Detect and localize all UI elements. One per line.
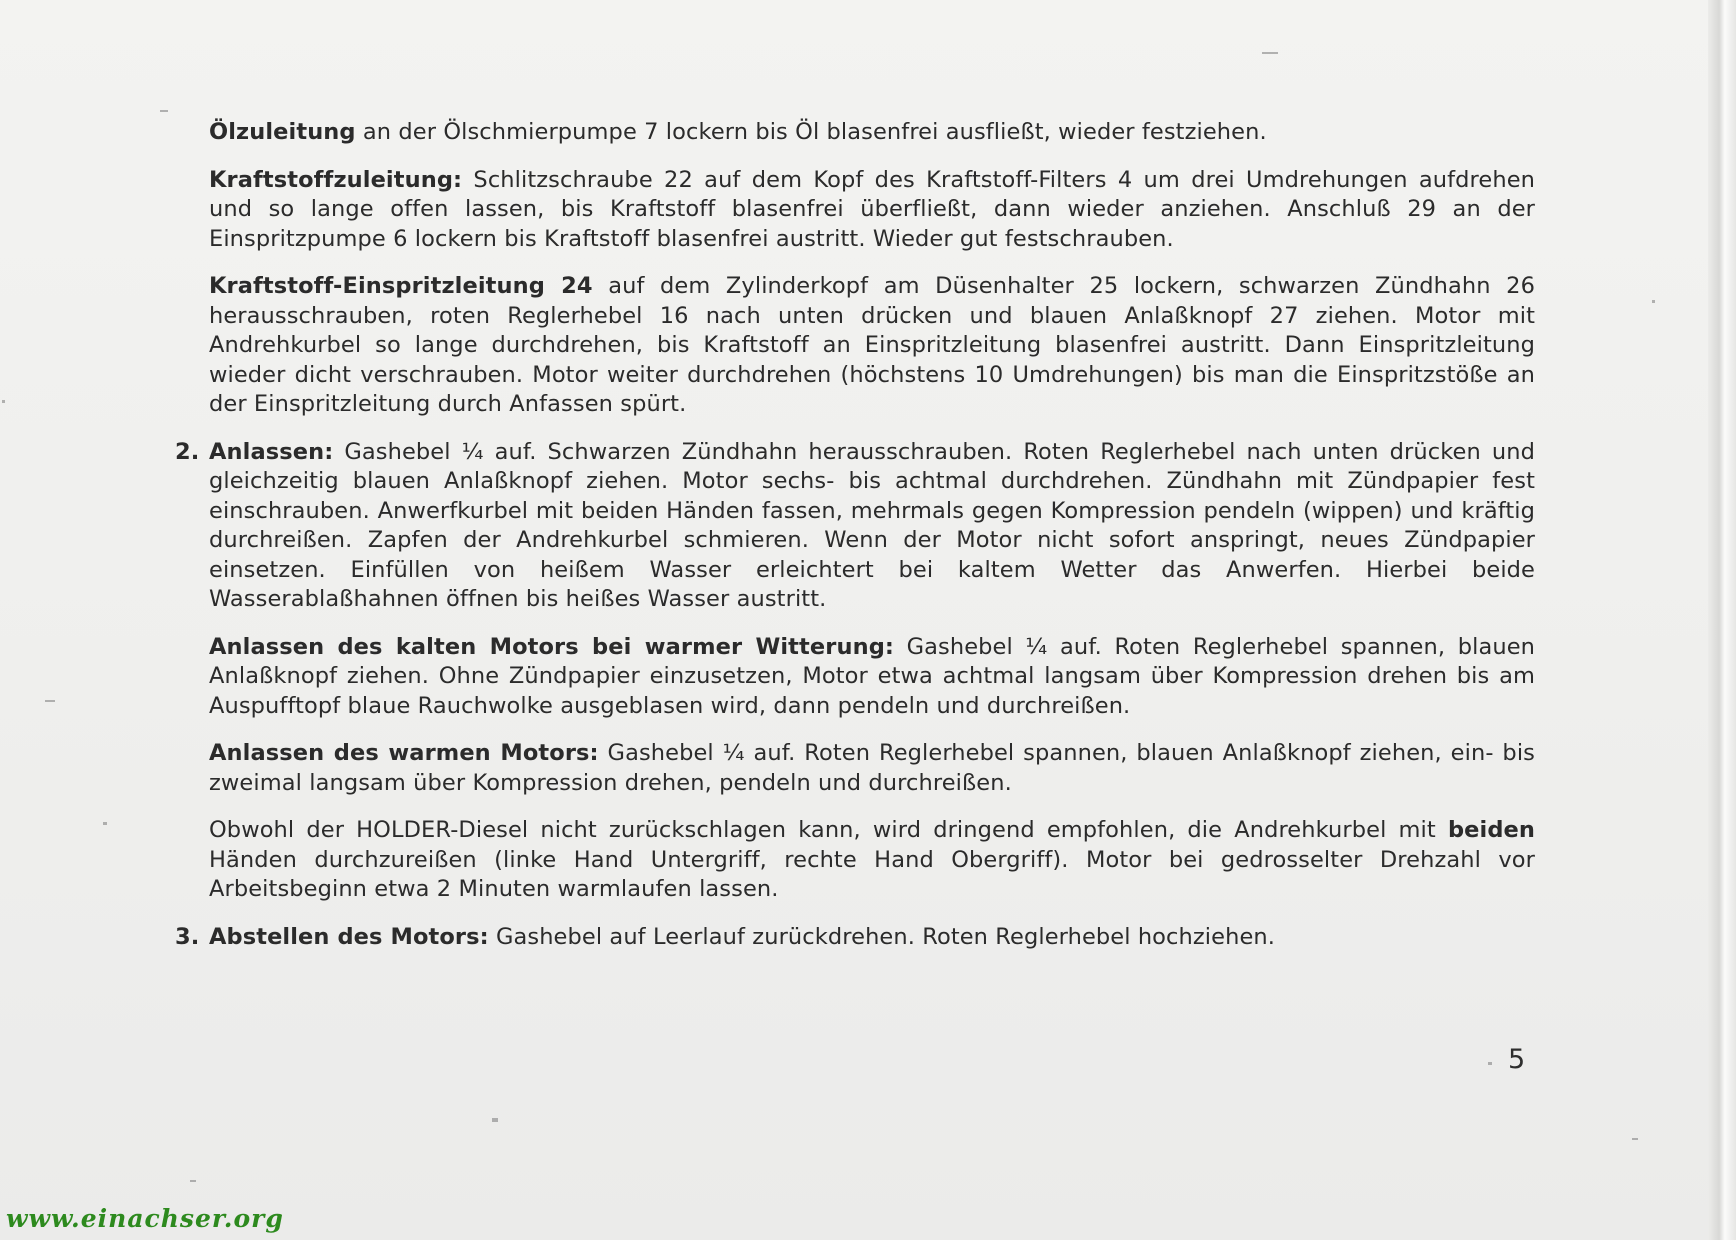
scan-speck [45,700,55,702]
scan-speck [1632,1138,1638,1140]
page-edge [1708,0,1736,1240]
step-number: 3. [175,923,200,950]
paragraph-heading: Abstellen des Motors: [209,923,489,950]
step-starting [175,438,1535,615]
scan-speck [492,1118,498,1122]
paragraph-text: Gashebel auf Leerlauf zurückdrehen. Roten Reglerhebel hochziehen. [488,923,1276,950]
scan-speck [2,400,5,403]
step-stopping [175,923,1535,953]
paragraph-injection-line [209,272,1535,420]
paragraph-text: auf dem Zylinderkopf am Düsenhalter 25 lockern, schwarzen Zündhahn 26 herausschrauben, roten Reglerhebel 16 nach unten drücken und blauen Anlaßknopf 27 ziehen. Motor mit Andrehkurbel so lange durchdrehen, bis Kraftstoff an Einspritzleitung blasenfrei austritt. Dann Einspritzleitung wieder dicht verschrauben. Motor weiter durchdrehen (höchstens 10 Umdrehungen) bis man die Einspritzstöße an der Einspritzleitung durch Anfassen spürt. [209,273,1535,417]
paragraph-text: Obwohl der HOLDER-Diesel nicht zurückschlagen kann, wird dringend empfohlen, die Andrehkurbel mit [209,817,1448,843]
paragraph-text: an der Ölschmierpumpe 7 lockern bis Öl blasenfrei ausfließt, wieder festziehen. [355,119,1267,145]
paragraph-heading: Anlassen: [209,438,334,465]
paragraph-heading: Anlassen des kalten Motors bei warmer Witterung: [209,633,894,660]
scan-speck [190,1180,196,1182]
paragraph-text: Händen durchzureißen (linke Hand Untergriff, rechte Hand Obergriff). Motor bei gedrosselter Drehzahl vor Arbeitsbeginn etwa 2 Minuten warmlaufen lassen. [209,846,1535,902]
paragraph-text: Gashebel ¼ auf. Schwarzen Zündhahn herausschrauben. Roten Reglerhebel nach unten drücken und gleichzeitig blauen Anlaßknopf ziehen. Motor sechs- bis achtmal durchdrehen. Zündhahn mit Zündpapier fest einschrauben. Anwerfkurbel mit beiden Händen fassen, mehrmals gegen Kompression pendeln (wippen) und kräftig durchreißen. Zapfen der Andrehkurbel schmieren. Wenn der Motor nicht sofort anspringt, neues Zündpapier einsetzen. Einfüllen von heißem Wasser erleichtert bei kaltem Wetter das Anwerfen. Hierbei beide Wasserablaßhahnen öffnen bis heißes Wasser austritt. [209,438,1535,612]
paragraph-text: Schlitzschraube 22 auf dem Kopf des Kraftstoff-Filters 4 um drei Umdrehungen aufdrehen und so lange offen lassen, bis Kraftstoff blasenfrei überfließt, dann wieder anziehen. Anschluß 29 an der Einspritzpumpe 6 lockern bis Kraftstoff blasenfrei austritt. Wieder gut festschrauben. [209,166,1535,252]
paragraph-warm-engine [209,739,1535,798]
paragraph-text: Gashebel ¼ auf. Roten Reglerhebel spannen, blauen Anlaßknopf ziehen, ein- bis zweimal langsam über Kompression drehen, pendeln und durchreißen. [209,740,1535,796]
paragraph-fuel-feed [209,166,1535,255]
page-content [175,118,1535,970]
scan-speck [1262,52,1278,54]
step-number: 2. [175,438,200,465]
paragraph-oil-line [209,118,1535,148]
page-number: 5 [1508,1044,1526,1075]
scan-speck [103,822,107,825]
paragraph-heading: Kraftstoff-Einspritzleitung 24 [209,273,593,299]
paragraph-recommendation [209,816,1535,905]
paragraph-heading: Ölzuleitung [209,119,356,145]
watermark-url: www.einachser.org [6,1204,284,1233]
scan-speck [160,110,168,112]
paragraph-cold-engine-warm-weather [209,633,1535,722]
scan-speck [1488,1062,1492,1065]
paragraph-heading: Kraftstoffzuleitung: [209,166,463,193]
paragraph-heading: Anlassen des warmen Motors: [209,740,599,766]
scan-speck [1652,300,1655,303]
emphasis-text: beiden [1447,817,1535,843]
paragraph-text: Gashebel ¼ auf. Roten Reglerhebel spannen, blauen Anlaßknopf ziehen. Ohne Zündpapier einzusetzen, Motor etwa achtmal langsam über Kompression drehen bis am Auspufftopf blaue Rauchwolke ausgeblasen wird, dann pendeln und durchreißen. [209,633,1535,719]
